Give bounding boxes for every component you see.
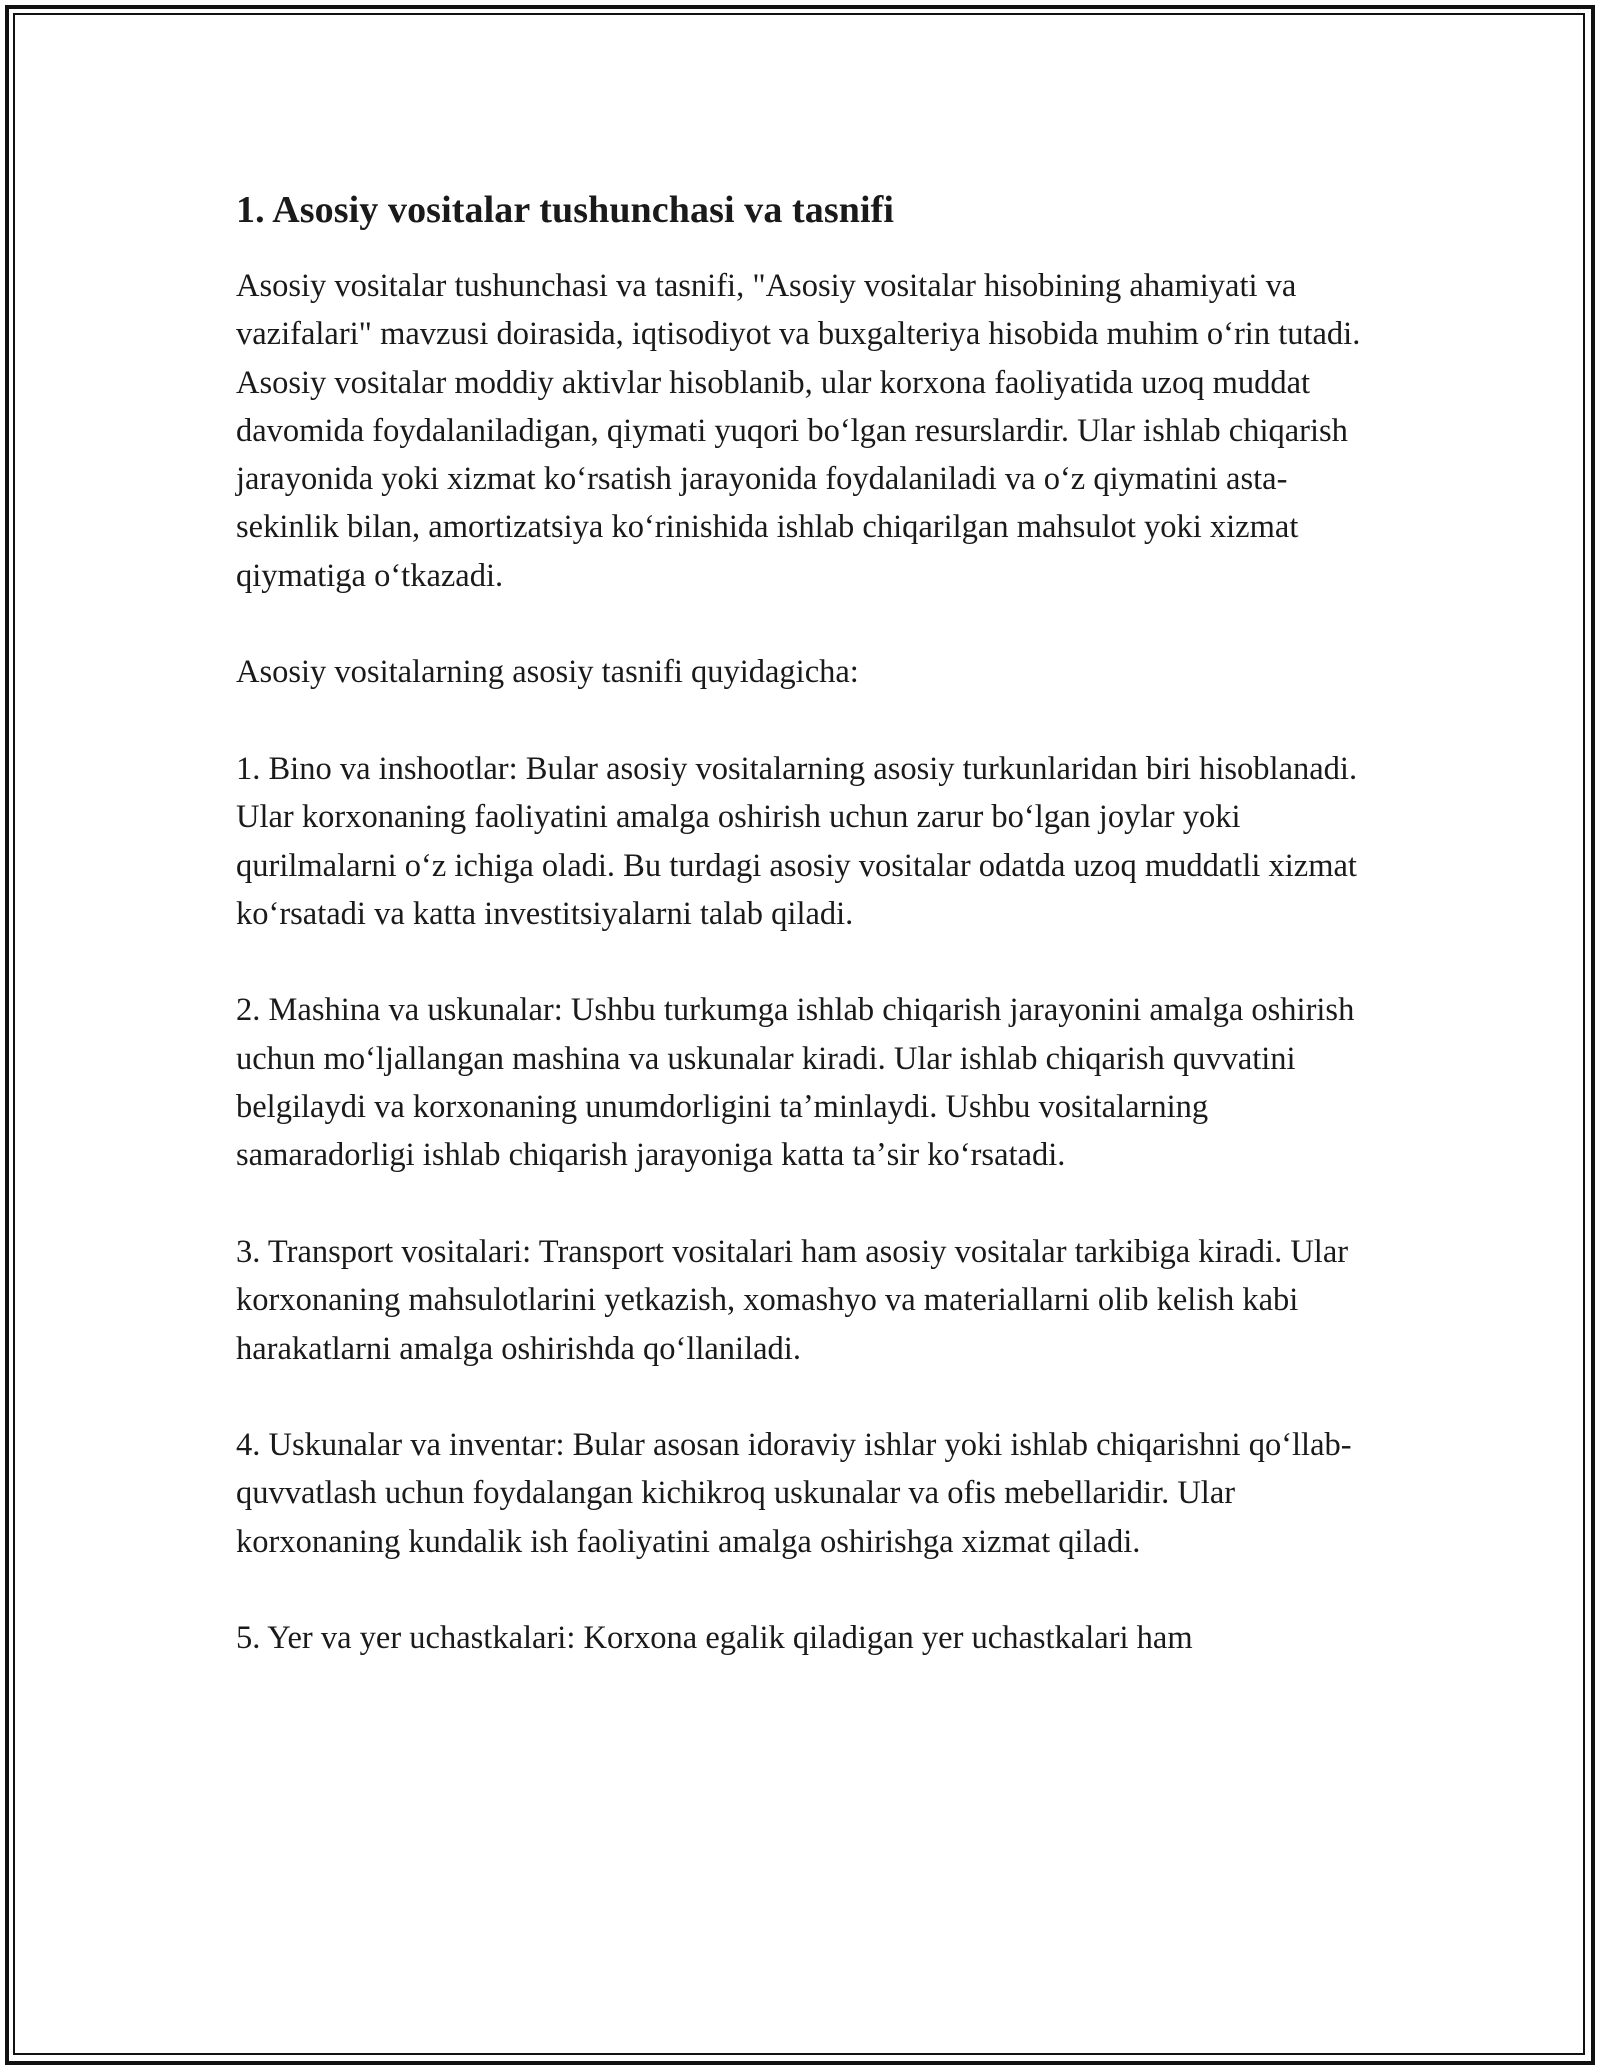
paragraph-classification-lead: Asosiy vositalarning asosiy tasnifi quyidagicha: [236,654,859,691]
paragraph-intro: Asosiy vositalar tushunchasi va tasnifi, "Asosiy vositalar hisobining ahamiyati va vazifalari" mavzusi doirasida, iqtisodiyot va buxgalteriya hisobida muhim oʻrin tutadi. Asosiy vositalar moddiy aktivlar hisoblanib, ular korxona faoliyatida uzoq muddat davomida foydalaniladigan, qiymati yuqori boʻlgan resurslardir. Ular ishlab chiqarish jarayonida yoki xizmat koʻrsatish jarayonida foydalaniladi va oʻz qiymatini asta-sekinlik bilan, amortizatsiya koʻrinishida ishlab chiqarilgan mahsulot yoki xizmat qiymatiga oʻtkazadi. [236,268,1361,594]
section-heading: 1. Asosiy vositalar tushunchasi va tasnifi [236,189,895,231]
document-body [236,186,1376,1663]
paragraph-item-1: 1. Bino va inshootlar: Bular asosiy vositalarning asosiy turkunlaridan biri hisoblanadi. Ular korxonaning faoliyatini amalga oshirish uchun zarur boʻlgan joylar yoki qurilmalarni oʻz ichiga oladi. Bu turdagi asosiy vositalar odatda uzoq muddatli xizmat koʻrsatadi va katta investitsiyalarni talab qiladi. [236,750,1358,932]
paragraph-item-3: 3. Transport vositalari: Transport vositalari ham asosiy vositalar tarkibiga kiradi. Ular korxonaning mahsulotlarini yetkazish, xomashyo va materiallarni olib kelish kabi harakatlarni amalga oshirishda qoʻllaniladi. [236,1233,1349,1367]
paragraph-item-2: 2. Mashina va uskunalar: Ushbu turkumga ishlab chiqarish jarayonini amalga oshirish uchun moʻljallangan mashina va uskunalar kiradi. Ular ishlab chiqarish quvvatini belgilaydi va korxonaning unumdorligini taʼminlaydi. Ushbu vositalarning samaradorligi ishlab chiqarish jarayoniga katta taʼsir koʻrsatadi. [236,992,1355,1174]
paragraph-item-4: 4. Uskunalar va inventar: Bular asosan idoraviy ishlar yoki ishlab chiqarishni qoʻllab-quvvatlash uchun foydalangan kichikroq uskunalar va ofis mebellaridir. Ular korxonaning kundalik ish faoliyatini amalga oshirishga xizmat qiladi. [236,1427,1352,1560]
paragraph-item-5: 5. Yer va yer uchastkalari: Korxona egalik qiladigan yer uchastkalari ham [236,1620,1193,1657]
